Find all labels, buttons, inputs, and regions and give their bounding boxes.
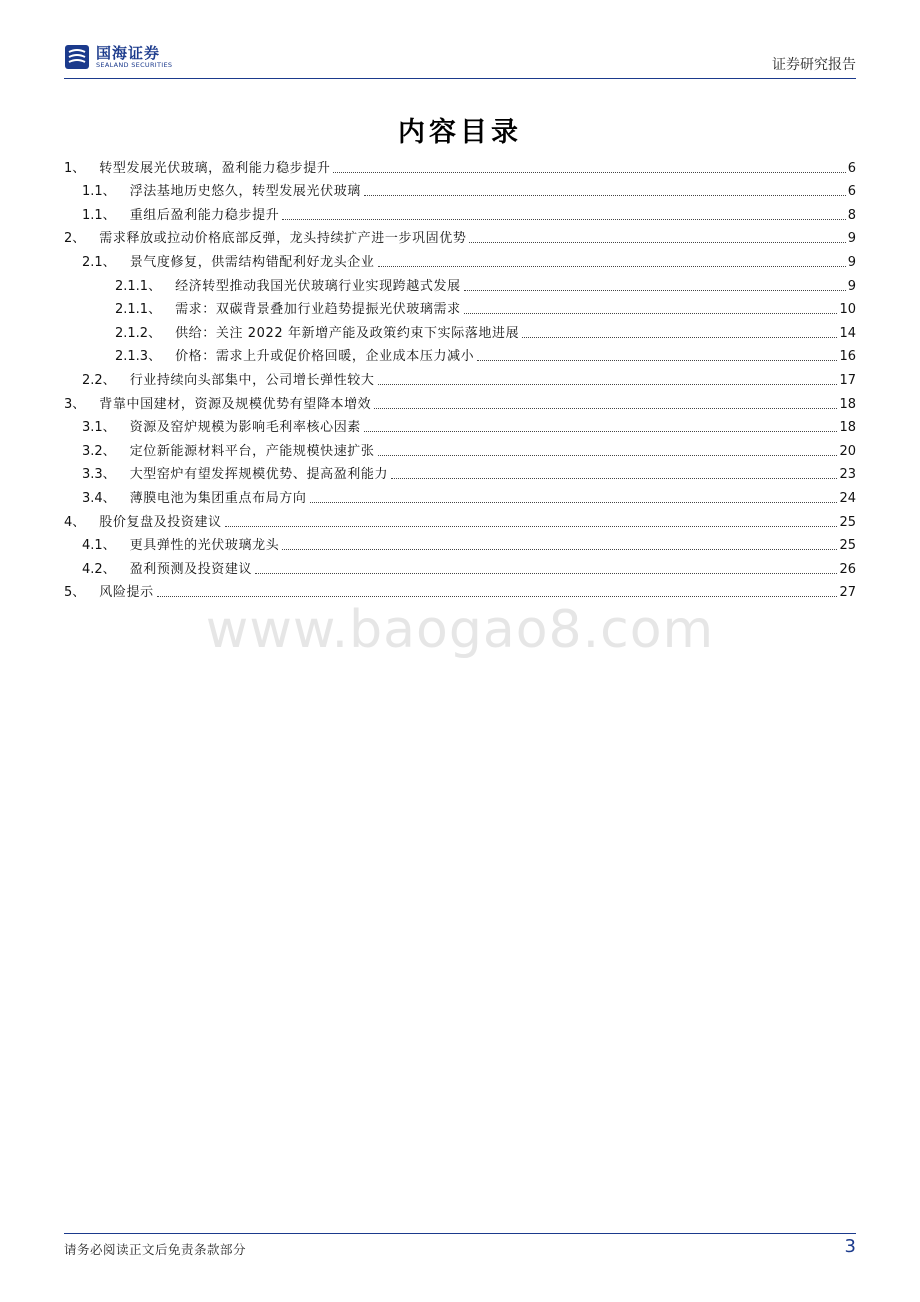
- toc-entry-page: 14: [839, 325, 856, 341]
- logo-chinese-name: 国海证券: [96, 43, 161, 62]
- sealand-logo-icon: [64, 44, 90, 70]
- toc-leader-dots: [378, 266, 846, 267]
- toc-entry[interactable]: [64, 247, 856, 271]
- header-divider: [64, 78, 856, 79]
- toc-entry-title: 风险提示: [99, 585, 154, 601]
- toc-entry-page: 6: [847, 184, 856, 200]
- toc-entry-page: 18: [839, 420, 856, 436]
- toc-entry[interactable]: [64, 224, 856, 248]
- toc-leader-dots: [282, 219, 845, 220]
- toc-entry-number: 4.1、: [82, 538, 116, 554]
- table-of-contents: [64, 153, 856, 601]
- toc-entry-page: 9: [847, 278, 856, 294]
- toc-entry-page: 24: [839, 490, 856, 506]
- toc-entry-number: 1.1、: [82, 184, 116, 200]
- toc-entry[interactable]: [64, 177, 856, 201]
- toc-leader-dots: [391, 478, 837, 479]
- toc-entry-number: 1、: [64, 160, 86, 176]
- toc-entry-page: 23: [839, 467, 856, 483]
- toc-entry[interactable]: [64, 389, 856, 413]
- toc-entry-title: 背靠中国建材，资源及规模优势有望降本增效: [99, 396, 372, 412]
- toc-entry-title: 需求：双碳背景叠加行业趋势提振光伏玻璃需求: [175, 302, 461, 318]
- toc-entry-page: 9: [847, 254, 856, 270]
- toc-entry-page: 8: [847, 207, 856, 223]
- toc-entry-title: 更具弹性的光伏玻璃龙头: [129, 538, 280, 554]
- toc-leader-dots: [464, 313, 838, 314]
- toc-entry-title: 浮法基地历史悠久，转型发展光伏玻璃: [129, 184, 361, 200]
- toc-entry[interactable]: [64, 200, 856, 224]
- toc-entry-number: 3.2、: [82, 443, 116, 459]
- toc-entry-title: 薄膜电池为集团重点布局方向: [129, 490, 307, 506]
- toc-entry-number: 3.1、: [82, 420, 116, 436]
- toc-entry[interactable]: [64, 578, 856, 602]
- toc-entry-page: 9: [847, 231, 856, 247]
- toc-entry[interactable]: [64, 365, 856, 389]
- toc-entry-number: 4、: [64, 514, 86, 530]
- toc-entry-number: 2.2、: [82, 372, 116, 388]
- toc-entry-title: 资源及窑炉规模为影响毛利率核心因素: [129, 420, 361, 436]
- toc-entry-number: 3.3、: [82, 467, 116, 483]
- toc-entry-page: 26: [839, 561, 856, 577]
- toc-entry-page: 16: [839, 349, 856, 365]
- toc-leader-dots: [282, 549, 837, 550]
- toc-entry[interactable]: [64, 531, 856, 555]
- toc-entry-number: 4.2、: [82, 561, 116, 577]
- toc-entry-title: 行业持续向头部集中，公司增长弹性较大: [129, 372, 375, 388]
- toc-leader-dots: [364, 431, 838, 432]
- toc-entry[interactable]: [64, 507, 856, 531]
- watermark: www.baogao8.com: [205, 600, 715, 660]
- toc-entry-page: 10: [839, 302, 856, 318]
- toc-leader-dots: [157, 596, 838, 597]
- toc-entry-number: 1.1、: [82, 207, 116, 223]
- toc-entry-number: 2.1.3、: [115, 349, 162, 365]
- toc-entry-number: 2、: [64, 231, 86, 247]
- company-logo: [64, 44, 172, 70]
- toc-leader-dots: [310, 502, 838, 503]
- toc-leader-dots: [225, 526, 838, 527]
- toc-entry-title: 股价复盘及投资建议: [99, 514, 222, 530]
- toc-leader-dots: [255, 573, 837, 574]
- toc-entry-number: 2.1.2、: [115, 325, 162, 341]
- toc-entry[interactable]: [64, 436, 856, 460]
- toc-entry[interactable]: [64, 271, 856, 295]
- page-header: [64, 40, 856, 76]
- toc-entry[interactable]: [64, 554, 856, 578]
- toc-leader-dots: [522, 337, 837, 338]
- toc-title: 内容目录: [398, 117, 522, 148]
- toc-entry[interactable]: [64, 483, 856, 507]
- toc-entry-page: 17: [839, 372, 856, 388]
- toc-entry-page: 27: [839, 585, 856, 601]
- toc-entry-page: 18: [839, 396, 856, 412]
- toc-entry[interactable]: [64, 153, 856, 177]
- document-type-label: 证券研究报告: [772, 57, 856, 73]
- toc-entry-title: 大型窑炉有望发挥规模优势、提高盈利能力: [129, 467, 389, 483]
- toc-entry-number: 3、: [64, 396, 86, 412]
- toc-leader-dots: [364, 195, 846, 196]
- toc-entry-title: 转型发展光伏玻璃，盈利能力稳步提升: [99, 160, 331, 176]
- toc-entry-page: 6: [847, 160, 856, 176]
- toc-entry-title: 盈利预测及投资建议: [129, 561, 253, 577]
- toc-entry[interactable]: [64, 342, 856, 366]
- toc-entry[interactable]: [64, 460, 856, 484]
- toc-entry-number: 2.1.1、: [115, 278, 162, 294]
- page-number: 3: [844, 1236, 856, 1257]
- toc-entry-title: 经济转型推动我国光伏玻璃行业实现跨越式发展: [175, 278, 461, 294]
- toc-entry[interactable]: [64, 413, 856, 437]
- toc-entry-title: 供给：关注 2022 年新增产能及政策约束下实际落地进展: [175, 325, 520, 341]
- footer-divider: [64, 1233, 856, 1234]
- toc-entry-number: 5、: [64, 585, 86, 601]
- toc-entry-page: 20: [839, 443, 856, 459]
- toc-entry-title: 景气度修复，供需结构错配利好龙头企业: [129, 254, 375, 270]
- toc-entry-number: 2.1、: [82, 254, 116, 270]
- toc-entry-title: 重组后盈利能力稳步提升: [129, 207, 280, 223]
- toc-entry[interactable]: [64, 318, 856, 342]
- toc-entry-number: 3.4、: [82, 490, 116, 506]
- toc-leader-dots: [378, 384, 838, 385]
- toc-entry-title: 需求释放或拉动价格底部反弹，龙头持续扩产进一步巩固优势: [99, 231, 467, 247]
- logo-english-name: SEALAND SECURITIES: [96, 60, 173, 69]
- toc-entry[interactable]: [64, 295, 856, 319]
- toc-leader-dots: [469, 242, 845, 243]
- footer-disclaimer: 请务必阅读正文后免责条款部分: [64, 1242, 247, 1257]
- toc-entry-title: 定位新能源材料平台，产能规模快速扩张: [129, 443, 375, 459]
- toc-entry-number: 2.1.1、: [115, 302, 162, 318]
- toc-leader-dots: [333, 172, 845, 173]
- toc-entry-title: 价格：需求上升或促价格回暖，企业成本压力减小: [175, 349, 475, 365]
- toc-leader-dots: [378, 455, 838, 456]
- toc-entry-page: 25: [839, 538, 856, 554]
- toc-leader-dots: [477, 360, 837, 361]
- toc-entry-page: 25: [839, 514, 856, 530]
- toc-leader-dots: [464, 290, 846, 291]
- toc-leader-dots: [374, 408, 837, 409]
